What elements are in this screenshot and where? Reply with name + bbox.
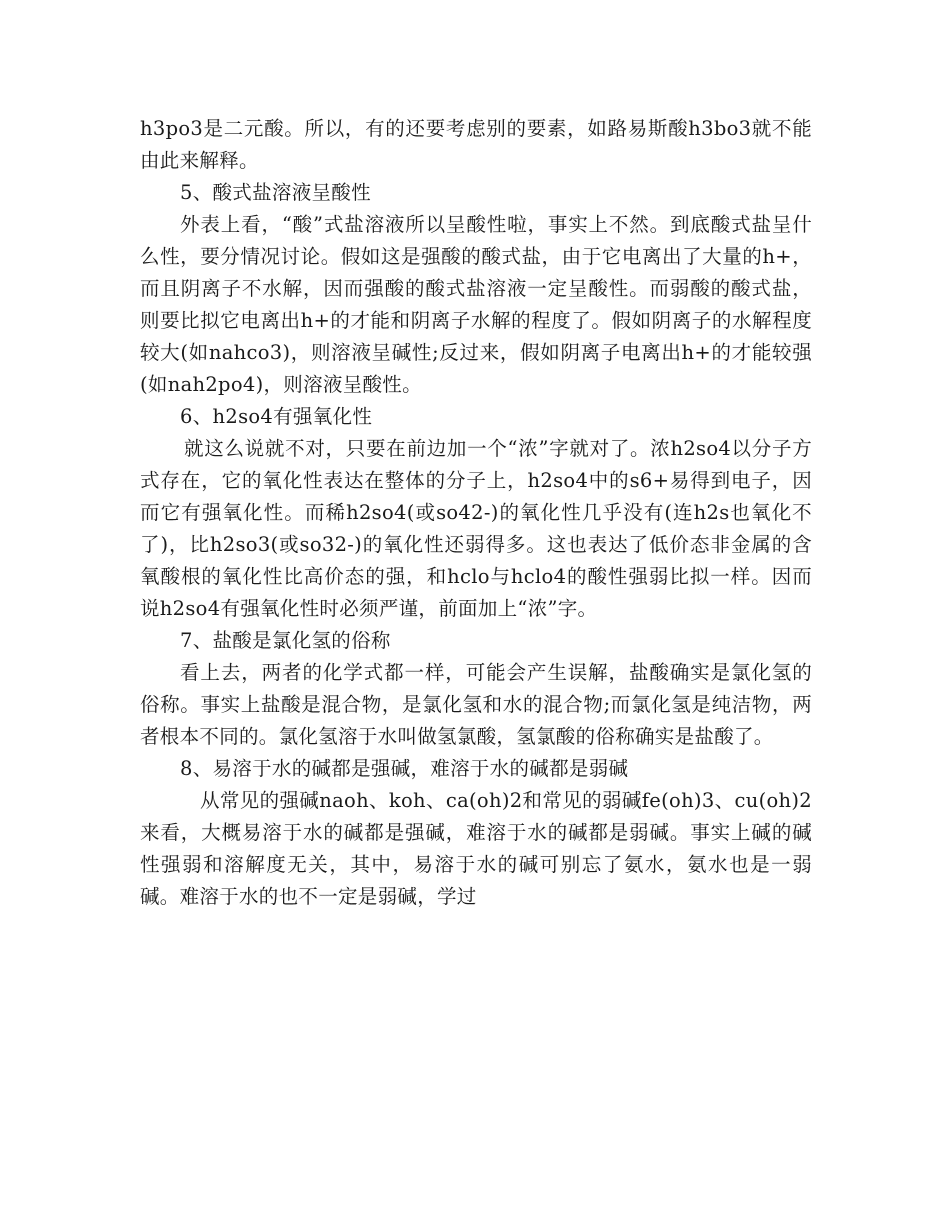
paragraph-continuation: h3po3是二元酸。所以，有的还要考虑别的要素，如路易斯酸h3bo3就不能由此来解释。 — [140, 117, 812, 172]
paragraph-section-8: 从常见的强碱naoh、koh、ca(oh)2和常见的弱碱fe(oh)3、cu(oh)2来看，大概易溶于水的碱都是强碱，难溶于水的碱都是弱碱。事实上碱的碱性强弱和溶解度无关，其中，易溶于水的碱可别忘了氨水，氨水也是一弱碱。难溶于水的也不一定是弱碱，学过 — [140, 789, 812, 908]
section-heading-7: 7、盐酸是氯化氢的俗称 — [180, 629, 391, 652]
section-heading-5: 5、酸式盐溶液呈酸性 — [180, 181, 371, 204]
paragraph-section-5: 外表上看，“酸”式盐溶液所以呈酸性啦，事实上不然。到底酸式盐呈什么性，要分情况讨论。假如这是强酸的酸式盐，由于它电离出了大量的h+，而且阴离子不水解，因而强酸的酸式盐溶液一定呈酸性。而弱酸的酸式盐，则要比拟它电离出h+的才能和阴离子水解的程度了。假如阴离子的水解程度较大(如nahco3)，则溶液呈碱性;反过来，假如阴离子电离出h+的才能较强(如nah2po4)，则溶液呈酸性。 — [140, 213, 812, 396]
document-page — [140, 113, 812, 913]
paragraph-section-7: 看上去，两者的化学式都一样，可能会产生误解，盐酸确实是氯化氢的俗称。事实上盐酸是混合物，是氯化氢和水的混合物;而氯化氢是纯洁物，两者根本不同的。氯化氢溶于水叫做氢氯酸，氢氯酸的俗称确实是盐酸了。 — [140, 661, 812, 748]
section-heading-6: 6、h2so4有强氧化性 — [180, 405, 373, 428]
section-heading-8: 8、易溶于水的碱都是强碱，难溶于水的碱都是弱碱 — [180, 757, 629, 780]
paragraph-section-6: 就这么说就不对，只要在前边加一个“浓”字就对了。浓h2so4以分子方式存在，它的氧化性表达在整体的分子上，h2so4中的s6+易得到电子，因而它有强氧化性。而稀h2so4(或so42-)的氧化性几乎没有(连h2s也氧化不了)，比h2so3(或so32-)的氧化性还弱得多。这也表达了低价态非金属的含氧酸根的氧化性比高价态的强，和hclo与hclo4的酸性强弱比拟一样。因而说h2so4有强氧化性时必须严谨，前面加上“浓”字。 — [140, 437, 812, 620]
